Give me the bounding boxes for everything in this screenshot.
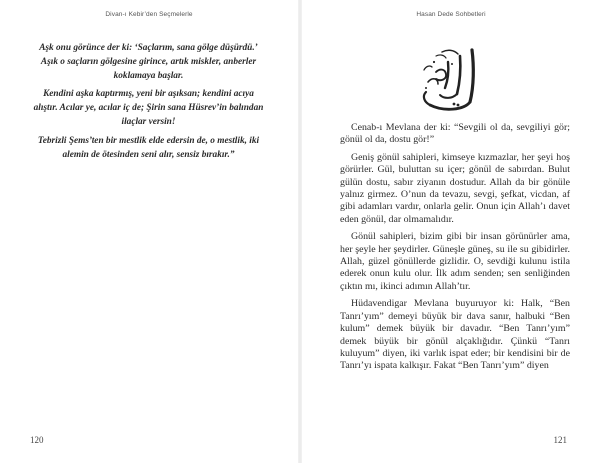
body-text [340,122,570,378]
body-paragraph: Geniş gönül sahipleri, kimseye kızmazlar, her şeyi hoş görürler. Gül, buluttan su içer; gönül de sabırdan. Bulut gülün dostu, sabır ziyanın dostudur. Allah da bir gönüle yalnız girmez. O’nun da tevazu, sevgi, şefkat, vicdan, af gibi adamları vardır, onlarla gelir. Onun için Allah’ı davet eden gönül, dar olmamalıdır. [340,151,570,225]
quote-paragraph: Kendini aşka kaptırmış, yeni bir aşıksan; kendini acıya alıştır. Acılar ye, acılar iç de; Şirin sana Hüsrev’in balından ilaçlar versin! [33,89,264,127]
body-paragraph: Hüdavendigar Mevlana buyuruyor ki: Halk, “Ben Tanrı’yım” demeyi büyük bir dava sanır, halbuki “Ben kulum” demek büyük bir davadır. “Ben Tanrı’yım” demek büyük bir gönül alçaklığıdır. Çünkü “Tanrı kuluyum” diyen, iki varlık ispat eder; bir kendisini bir de Tanrı’yı ispata kalkışır. Fakat “Ben Tanrı’yım” diyen [340,298,570,372]
quote-paragraph: Aşk onu görünce der ki: ‘Saçlarım, sana gölge düşürdü.’ Aşık o saçların gölgesine girince, artık miskler, anberler koklamaya başlar. [39,43,258,81]
body-paragraph: Cenab-ı Mevlana der ki: “Sevgili ol da, sevgiliyi gör; gönül ol da, dostu gör!” [340,122,570,146]
left-page [0,0,298,463]
right-page-number: 121 [553,435,567,445]
right-page [302,0,600,463]
calligraphy-emblem-icon [414,42,484,114]
left-running-head: Divan-ı Kebir’den Seçmelerle [105,11,193,18]
quote-paragraph: Tebrizli Şems’ten bir mestlik elde edersin de, o mestlik, iki alemin de ötesinden seni alır, sensiz bırakır.” [37,135,260,160]
quote-block [33,42,264,167]
left-page-number: 120 [30,435,44,445]
right-running-head: Hasan Dede Sohbetleri [416,11,486,18]
body-paragraph: Gönül sahipleri, bizim gibi bir insan görünürler ama, her şeyle her şeydirler. Güneşle güneş, su ile su gibidirler. Allah, güzel gönüllerde gizlidir. O, sevdiği kulunu istila ederek onun kulu olur. İlk adım senden; sen senliğinden çıktın mı, ikinci adımın Allah’tır. [340,231,570,292]
